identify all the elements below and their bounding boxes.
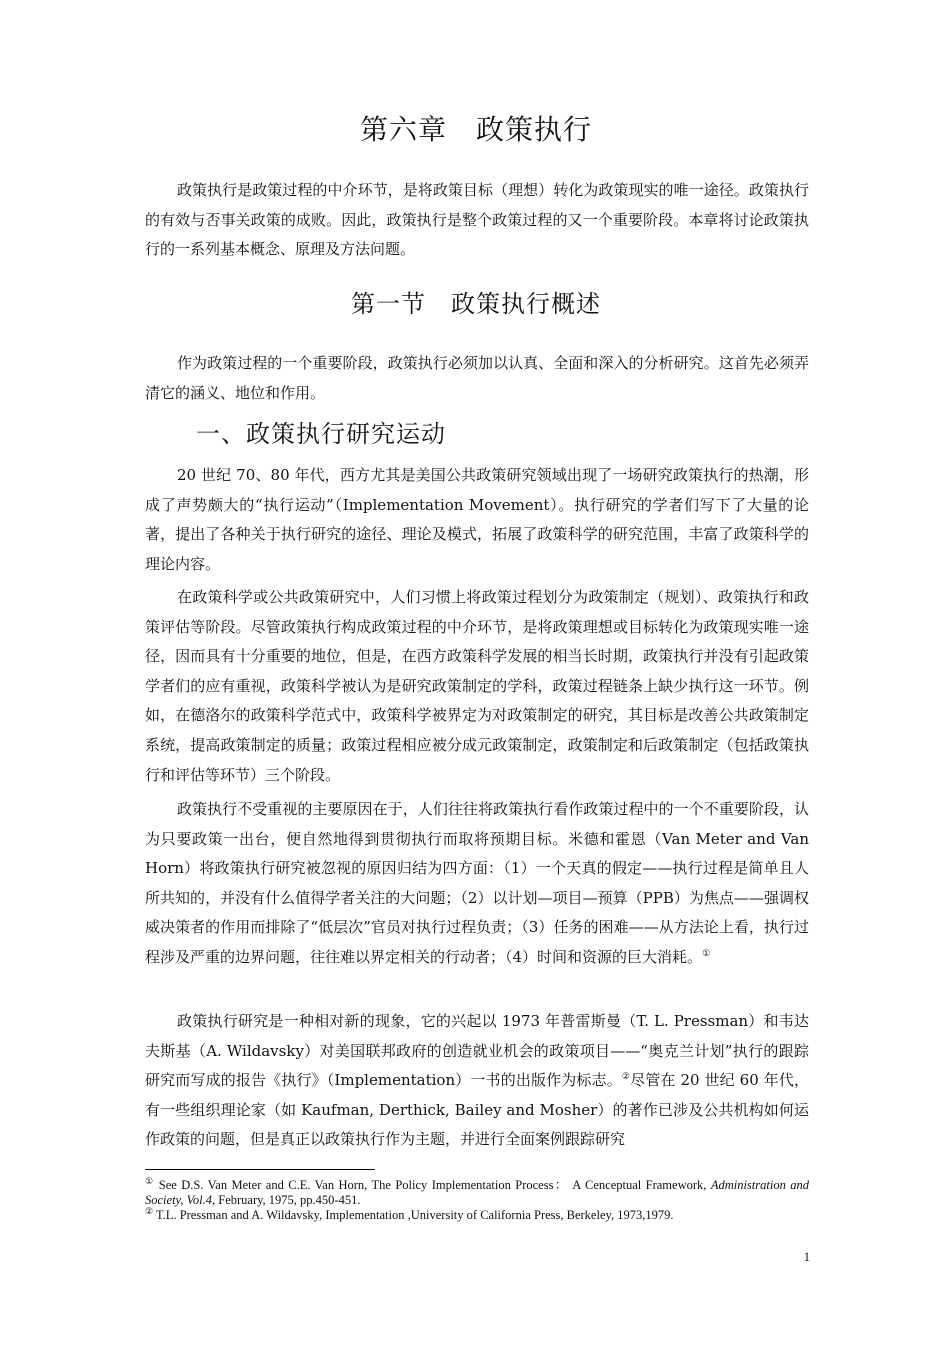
section-title: 第一节 政策执行概述	[351, 290, 601, 318]
footnote-1-mark: ①	[145, 1175, 155, 1186]
chapter-title: 第六章 政策执行	[359, 113, 592, 146]
body-paragraph-4-text-a: 政策执行研究是一种相对新的现象，它的兴起以 1973 年普雷斯曼（T. L. Pressman）和韦达夫斯基（A. Wildavsky）对美国联邦政府的创造就业机会的政策项目——“奥克兰计划”执行的跟踪研究而写成的报告《执行》（Implementation）一书的出版作为标志。	[145, 1012, 809, 1090]
footnotes	[145, 1175, 809, 1223]
body-paragraph-1: 20 世纪 70、80 年代，西方尤其是美国公共政策研究领域出现了一场研究政策执行的热潮，形成了声势颇大的“执行运动”（Implementation Movement）。执行研究的学者们写下了大量的论著，提出了各种关于执行研究的途径、理论及模式，拓展了政策科学的研究范围，丰富了政策科学的理论内容。	[145, 466, 809, 573]
footnote-1	[145, 1175, 809, 1208]
footnote-1-text-a: See D.S. Van Meter and C.E. Van Horn, The Policy Implementation Process： A Cenceptual Framework,	[154, 1178, 711, 1192]
footnote-1-text-b: February, 1975, pp.450-451.	[215, 1193, 361, 1207]
footnote-divider	[145, 1169, 375, 1170]
body-paragraph-2: 在政策科学或公共政策研究中，人们习惯上将政策过程划分为政策制定（规划）、政策执行和政策评估等阶段。尽管政策执行构成政策过程的中介环节，是将政策理想或目标转化为政策现实唯一途径，因而具有十分重要的地位，但是，在西方政策科学发展的相当长时期，政策执行并没有引起政策学者们的应有重视，政策科学被认为是研究政策制定的学科，政策过程链条上缺少执行这一环节。例如，在德洛尔的政策科学范式中，政策科学被界定为对政策制定的研究，其目标是改善公共政策制定系统，提高政策制定的质量；政策过程相应被分成元政策制定，政策制定和后政策制定（包括政策执行和评估等环节）三个阶段。	[145, 588, 809, 784]
footnote-ref-2: ②	[621, 1072, 631, 1083]
section-intro-paragraph: 作为政策过程的一个重要阶段，政策执行必须加以认真、全面和深入的分析研究。这首先必须弄清它的涵义、地位和作用。	[145, 354, 809, 402]
footnote-2-text: T.L. Pressman and A. Wildavsky, Implementation ,University of California Press, Berkeley, 1973,1979.	[153, 1208, 674, 1222]
subsection-title: 一、政策执行研究运动	[196, 420, 446, 448]
intro-paragraph: 政策执行是政策过程的中介环节，是将政策目标（理想）转化为政策现实的唯一途径。政策执行的有效与否事关政策的成败。因此，政策执行是整个政策过程的又一个重要阶段。本章将讨论政策执行的一系列基本概念、原理及方法问题。	[145, 181, 809, 259]
page-number: 1	[803, 1250, 810, 1264]
body-paragraph-3-text: 政策执行不受重视的主要原因在于，人们往往将政策执行看作政策过程中的一个不重要阶段，认为只要政策一出台，便自然地得到贯彻执行而取将预期目标。米德和霍恩（Van Meter and Van Horn）将政策执行研究被忽视的原因归结为四方面：（1）一个天真的假定——执行过程是简单且人所共知的，并没有什么值得学者关注的大问题；（2）以计划—项目—预算（PPB）为焦点——强调权威决策者的作用而排除了“低层次”官员对执行过程负责；（3）任务的困难——从方法论上看，执行过程涉及严重的边界问题，往往难以界定相关的行动者；（4）时间和资源的巨大消耗。	[145, 800, 809, 966]
footnote-2	[145, 1205, 809, 1223]
footnote-2-mark: ②	[145, 1205, 154, 1216]
body-paragraph-3	[145, 795, 809, 973]
footnote-1-journal: Administration and Society, Vol.4,	[145, 1178, 809, 1207]
body-paragraph-4	[145, 1007, 809, 1155]
body-paragraph-4-text-b: 尽管在 20 世纪 60 年代，有一些组织理论家（如 Kaufman, Derthick, Bailey and Mosher）的著作已涉及公共机构如何运作政策的问题，但是真正以政策执行作为主题，并进行全面案例跟踪研究	[145, 1071, 809, 1149]
footnote-ref-1: ①	[702, 948, 711, 959]
